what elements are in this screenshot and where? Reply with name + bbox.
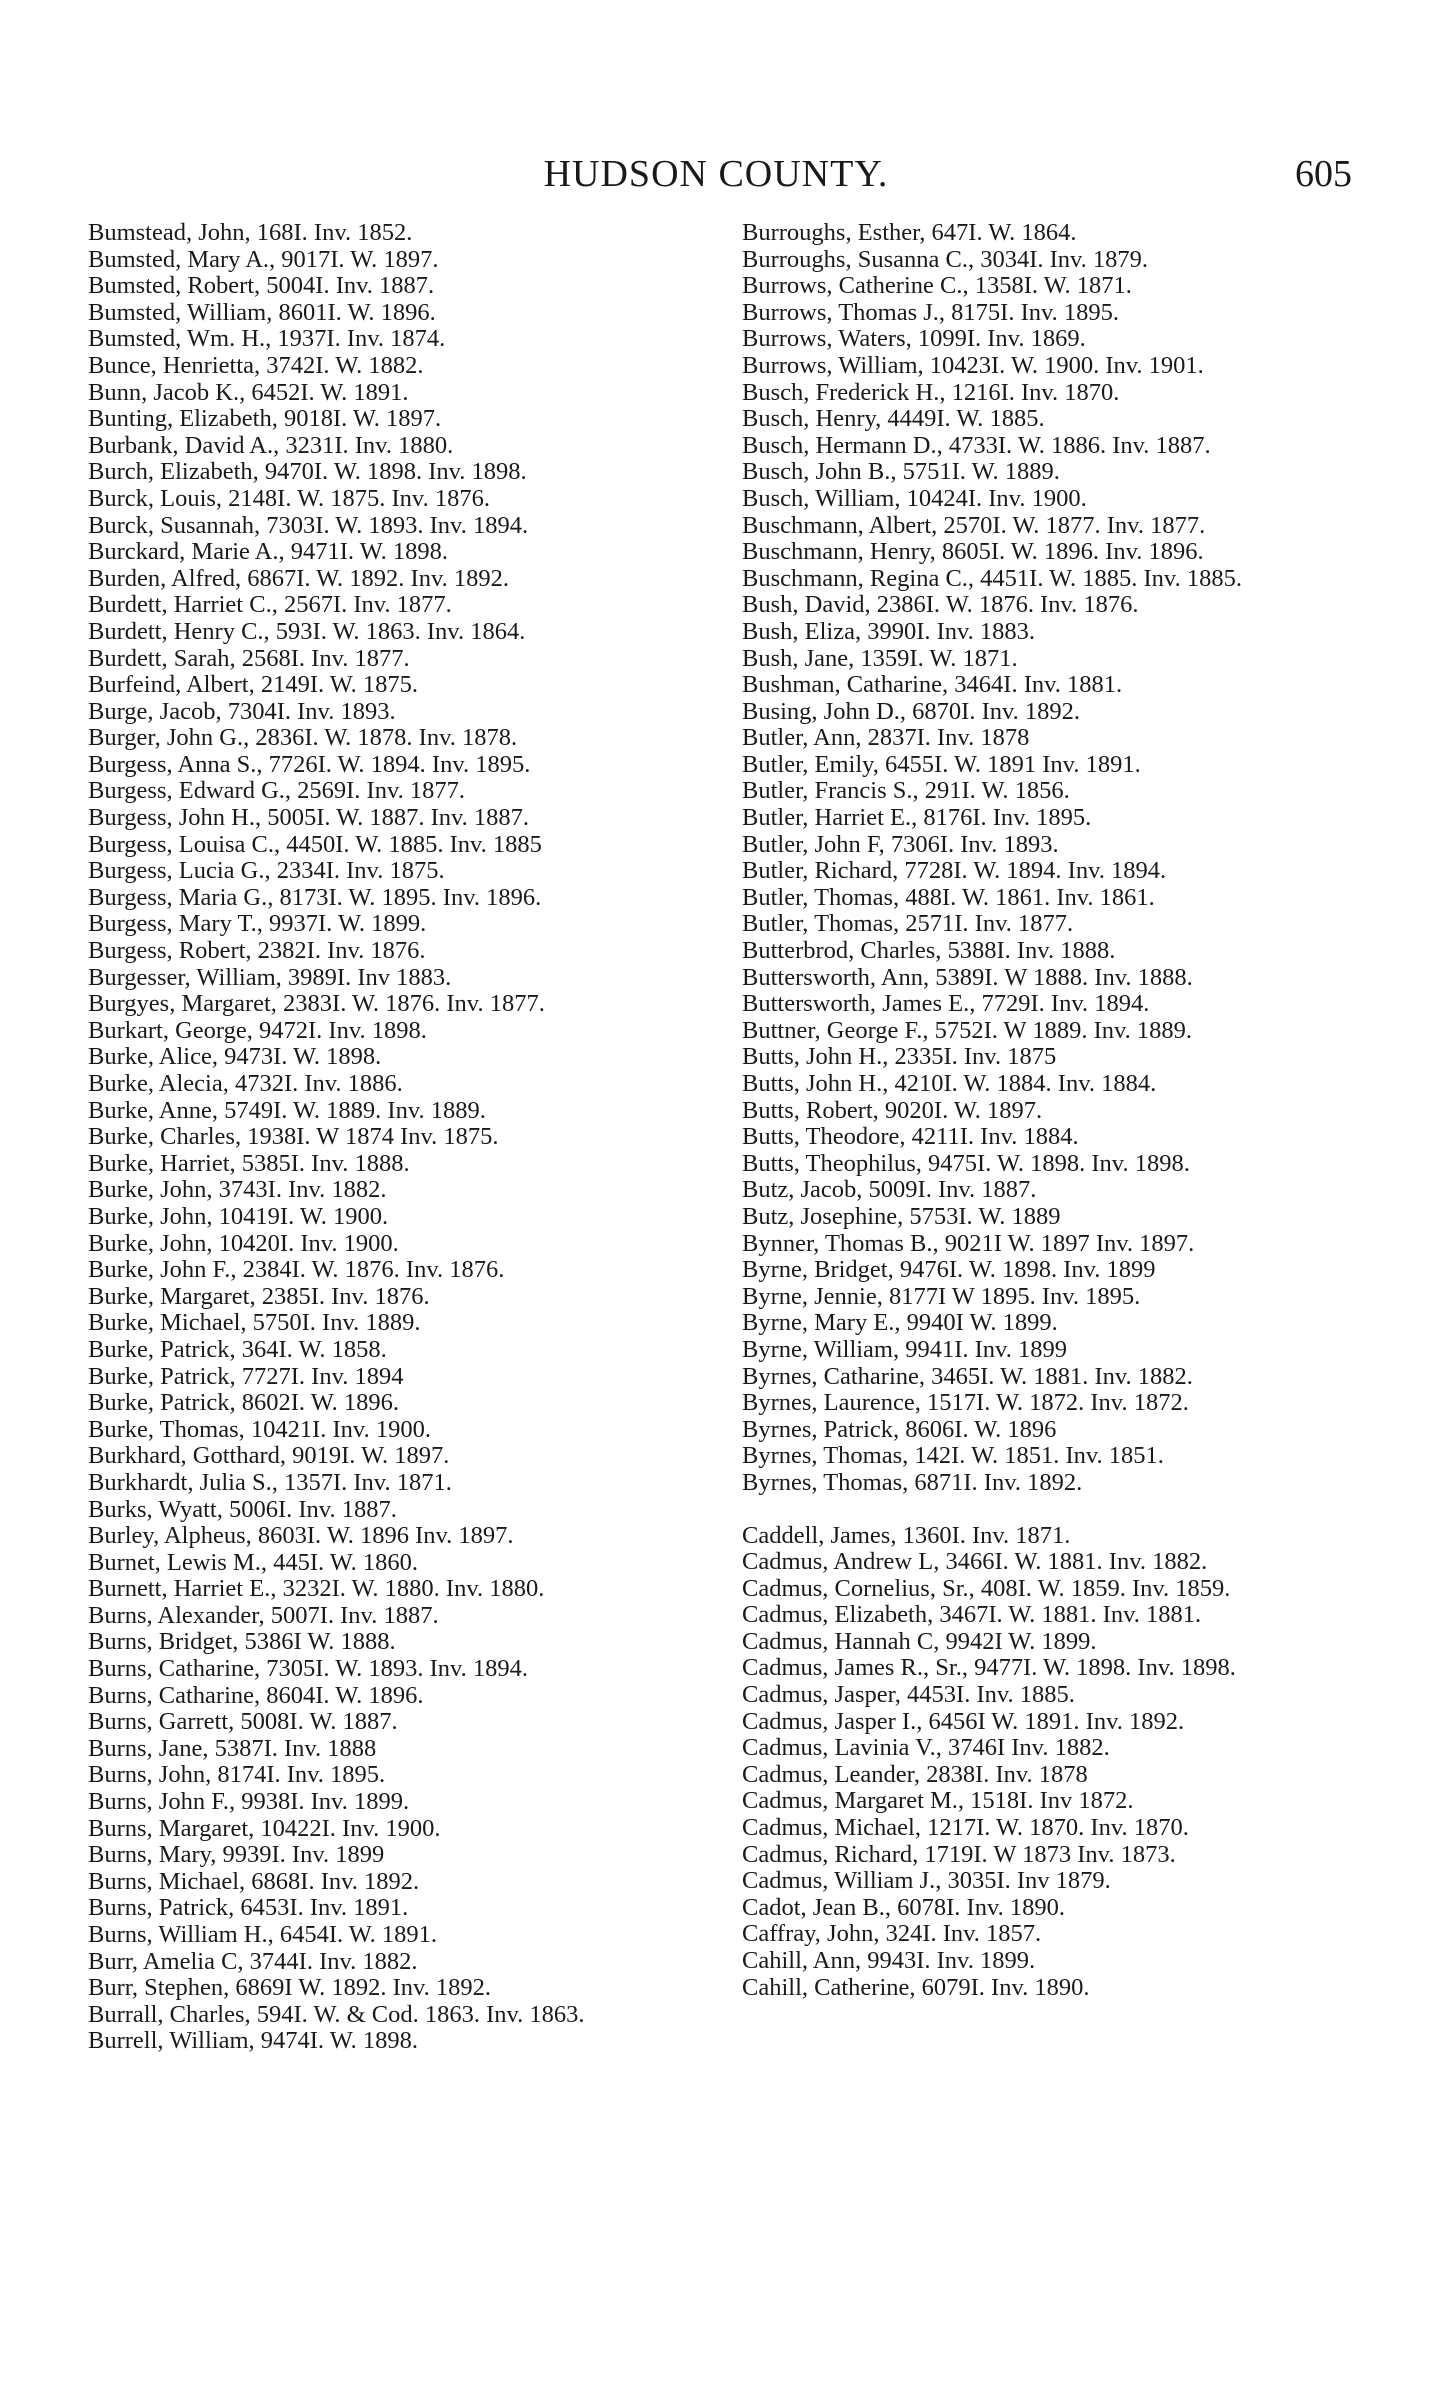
index-entry: Burke, Alecia, 4732I. Inv. 1886. — [88, 1070, 403, 1097]
index-entry: Buttner, George F., 5752I. W 1889. Inv. 1889. — [742, 1016, 1193, 1044]
index-entry: Bynner, Thomas B., 9021I W. 1897 Inv. 1897. — [742, 1229, 1195, 1257]
index-entry: Burns, Jane, 5387I. Inv. 1888 — [88, 1734, 377, 1762]
index-entry: Cadot, Jean B., 6078I. Inv. 1890. — [742, 1893, 1065, 1921]
index-entry: Burley, Alpheus, 8603I. W. 1896 Inv. 1897. — [88, 1522, 514, 1550]
index-entry: Burns, Patrick, 6453I. Inv. 1891. — [88, 1894, 409, 1922]
left-column — [88, 220, 713, 2055]
index-entry: Cadmus, James R., Sr., 9477I. W. 1898. Inv. 1898. — [742, 1654, 1236, 1682]
index-entry: Burbank, David A., 3231I. Inv. 1880. — [88, 431, 454, 459]
index-entry: Cahill, Catherine, 6079I. Inv. 1890. — [742, 1973, 1090, 2001]
index-entry: Butler, Thomas, 488I. W. 1861. Inv. 1861. — [742, 883, 1155, 911]
index-entry: Butts, John H., 2335I. Inv. 1875 — [742, 1043, 1057, 1071]
index-entry: Byrnes, Thomas, 6871I. Inv. 1892. — [742, 1468, 1083, 1496]
index-entry: Butler, Emily, 6455I. W. 1891 Inv. 1891. — [742, 750, 1141, 778]
index-entry: Burfeind, Albert, 2149I. W. 1875. — [88, 671, 419, 699]
index-entry: Burke, Anne, 5749I. W. 1889. Inv. 1889. — [88, 1096, 486, 1124]
index-entry: Bumsted, Robert, 5004I. Inv. 1887. — [88, 272, 435, 300]
index-entry: Bunting, Elizabeth, 9018I. W. 1897. — [88, 405, 442, 433]
index-entry: Burke, Patrick, 8602I. W. 1896. — [88, 1389, 399, 1417]
index-entry: Burrell, William, 9474I. W. 1898. — [88, 2027, 418, 2055]
index-entry: Burge, Jacob, 7304I. Inv. 1893. — [88, 697, 396, 725]
index-entry: Busch, Frederick H., 1216I. Inv. 1870. — [742, 378, 1120, 406]
index-entry: Byrnes, Laurence, 1517I. W. 1872. Inv. 1872. — [742, 1389, 1189, 1417]
right-column-b-section — [742, 220, 1357, 1497]
index-entry: Cadmus, Jasper I., 6456I W. 1891. Inv. 1892. — [742, 1707, 1185, 1735]
index-entry: Burns, Mary, 9939I. Inv. 1899 — [88, 1841, 385, 1869]
index-entry: Cadmus, Margaret M., 1518I. Inv 1872. — [742, 1787, 1134, 1815]
index-entry: Burgyes, Margaret, 2383I. W. 1876. Inv. 1877. — [88, 990, 545, 1018]
page-number: 605 — [1295, 153, 1352, 195]
index-entry: Buttersworth, James E., 7729I. Inv. 1894. — [742, 990, 1150, 1018]
index-entry: Burdett, Sarah, 2568I. Inv. 1877. — [88, 644, 410, 672]
index-entry: Burke, Harriet, 5385I. Inv. 1888. — [88, 1149, 410, 1177]
index-entry: Cadmus, Elizabeth, 3467I. W. 1881. Inv. 1881. — [742, 1601, 1202, 1629]
index-entry: Busch, John B., 5751I. W. 1889. — [742, 458, 1060, 486]
index-entry: Butts, Theodore, 4211I. Inv. 1884. — [742, 1123, 1079, 1151]
index-entry: Cadmus, William J., 3035I. Inv 1879. — [742, 1867, 1111, 1895]
index-entry: Butterbrod, Charles, 5388I. Inv. 1888. — [742, 937, 1116, 965]
index-entry: Byrnes, Catharine, 3465I. W. 1881. Inv. 1882. — [742, 1362, 1193, 1390]
index-entry: Buschmann, Albert, 2570I. W. 1877. Inv. 1877. — [742, 511, 1206, 539]
index-entry: Burrows, William, 10423I. W. 1900. Inv. 1901. — [742, 351, 1204, 379]
index-entry: Butler, Thomas, 2571I. Inv. 1877. — [742, 910, 1074, 938]
index-entry: Burns, Bridget, 5386I W. 1888. — [88, 1628, 396, 1656]
index-entry: Busch, William, 10424I. Inv. 1900. — [742, 484, 1087, 512]
index-entry: Burgess, Mary T., 9937I. W. 1899. — [88, 910, 427, 938]
index-entry: Byrne, Bridget, 9476I. W. 1898. Inv. 1899 — [742, 1256, 1156, 1284]
index-entry: Bumstead, John, 168I. Inv. 1852. — [88, 219, 413, 246]
index-entry: Burns, John, 8174I. Inv. 1895. — [88, 1761, 386, 1789]
index-entry: Burgess, Edward G., 2569I. Inv. 1877. — [88, 777, 465, 805]
index-entry: Byrne, Jennie, 8177I W 1895. Inv. 1895. — [742, 1282, 1141, 1310]
index-entry: Bunce, Henrietta, 3742I. W. 1882. — [88, 351, 424, 379]
index-entry: Bumsted, Mary A., 9017I. W. 1897. — [88, 245, 439, 273]
index-entry: Burgess, Anna S., 7726I. W. 1894. Inv. 1895. — [88, 750, 531, 778]
index-entry: Burgess, John H., 5005I. W. 1887. Inv. 1887. — [88, 804, 530, 832]
index-entry: Butler, Richard, 7728I. W. 1894. Inv. 1894. — [742, 857, 1167, 885]
index-entry: Butts, Robert, 9020I. W. 1897. — [742, 1096, 1043, 1124]
index-entry: Burgess, Louisa C., 4450I. W. 1885. Inv. 1885 — [88, 830, 542, 858]
index-entry: Bushman, Catharine, 3464I. Inv. 1881. — [742, 671, 1123, 699]
index-entry: Busch, Hermann D., 4733I. W. 1886. Inv. 1887. — [742, 431, 1211, 459]
index-entry: Cahill, Ann, 9943I. Inv. 1899. — [742, 1947, 1036, 1974]
index-entry: Burrows, Waters, 1099I. Inv. 1869. — [742, 325, 1086, 353]
index-entry: Bush, David, 2386I. W. 1876. Inv. 1876. — [742, 591, 1139, 619]
index-entry: Burkart, George, 9472I. Inv. 1898. — [88, 1016, 427, 1044]
index-entry: Butts, John H., 4210I. W. 1884. Inv. 1884. — [742, 1070, 1157, 1097]
index-entry: Butler, Francis S., 291I. W. 1856. — [742, 777, 1070, 805]
index-entry: Bumsted, William, 8601I. W. 1896. — [88, 298, 436, 326]
index-entry: Burns, John F., 9938I. Inv. 1899. — [88, 1788, 410, 1816]
index-entry: Burroughs, Esther, 647I. W. 1864. — [742, 219, 1077, 246]
index-entry: Burke, Alice, 9473I. W. 1898. — [88, 1043, 382, 1071]
index-entry: Caddell, James, 1360I. Inv. 1871. — [742, 1521, 1071, 1549]
index-entry: Burckard, Marie A., 9471I. W. 1898. — [88, 538, 448, 566]
right-column — [742, 220, 1357, 2001]
index-entry: Busch, Henry, 4449I. W. 1885. — [742, 405, 1045, 433]
index-entry: Burkhard, Gotthard, 9019I. W. 1897. — [88, 1442, 450, 1470]
index-entry: Cadmus, Leander, 2838I. Inv. 1878 — [742, 1760, 1088, 1788]
index-entry: Cadmus, Andrew L, 3466I. W. 1881. Inv. 1882. — [742, 1548, 1208, 1576]
right-column-c-section — [742, 1523, 1357, 2002]
index-entry: Burke, John F., 2384I. W. 1876. Inv. 1876. — [88, 1256, 505, 1284]
index-entry: Butler, Harriet E., 8176I. Inv. 1895. — [742, 804, 1092, 832]
index-entry: Cadmus, Hannah C, 9942I W. 1899. — [742, 1627, 1097, 1655]
index-entry: Byrnes, Thomas, 142I. W. 1851. Inv. 1851. — [742, 1442, 1164, 1470]
index-entry: Burgesser, William, 3989I. Inv 1883. — [88, 963, 452, 991]
index-entry: Burke, Patrick, 364I. W. 1858. — [88, 1335, 387, 1363]
index-entry: Cadmus, Lavinia V., 3746I Inv. 1882. — [742, 1734, 1110, 1762]
index-entry: Cadmus, Michael, 1217I. W. 1870. Inv. 1870. — [742, 1814, 1189, 1842]
index-entry: Butler, John F, 7306I. Inv. 1893. — [742, 830, 1059, 858]
index-entry: Burke, Patrick, 7727I. Inv. 1894 — [88, 1362, 404, 1390]
index-entry: Burns, Catharine, 7305I. W. 1893. Inv. 1894. — [88, 1655, 529, 1683]
index-entry: Burns, Alexander, 5007I. Inv. 1887. — [88, 1601, 439, 1629]
index-entry: Bunn, Jacob K., 6452I. W. 1891. — [88, 378, 409, 406]
index-entry: Burck, Susannah, 7303I. W. 1893. Inv. 1894. — [88, 511, 529, 539]
index-entry: Burgess, Maria G., 8173I. W. 1895. Inv. 1896. — [88, 883, 542, 911]
index-entry: Byrnes, Patrick, 8606I. W. 1896 — [742, 1415, 1057, 1443]
index-entry: Burger, John G., 2836I. W. 1878. Inv. 1878. — [88, 724, 518, 752]
index-entry: Burns, Margaret, 10422I. Inv. 1900. — [88, 1814, 441, 1842]
index-entry: Burke, John, 3743I. Inv. 1882. — [88, 1176, 387, 1204]
index-entry: Busing, John D., 6870I. Inv. 1892. — [742, 697, 1081, 725]
index-entry: Burns, Catharine, 8604I. W. 1896. — [88, 1681, 424, 1709]
index-entry: Burck, Louis, 2148I. W. 1875. Inv. 1876. — [88, 484, 490, 512]
index-entry: Burr, Amelia C, 3744I. Inv. 1882. — [88, 1947, 418, 1975]
index-entry: Burke, John, 10419I. W. 1900. — [88, 1202, 389, 1230]
index-entry: Burnett, Harriet E., 3232I. W. 1880. Inv. 1880. — [88, 1575, 545, 1603]
index-entry: Cadmus, Richard, 1719I. W 1873 Inv. 1873. — [742, 1840, 1176, 1868]
index-entry: Buschmann, Henry, 8605I. W. 1896. Inv. 1896. — [742, 538, 1204, 566]
index-entry: Burke, Michael, 5750I. Inv. 1889. — [88, 1309, 421, 1337]
index-entry: Cadmus, Jasper, 4453I. Inv. 1885. — [742, 1681, 1075, 1709]
page-header — [0, 152, 1432, 202]
index-entry: Butler, Ann, 2837I. Inv. 1878 — [742, 724, 1030, 752]
index-entry: Burke, Margaret, 2385I. Inv. 1876. — [88, 1282, 430, 1310]
index-entry: Byrne, Mary E., 9940I W. 1899. — [742, 1309, 1058, 1337]
index-entry: Burdett, Henry C., 593I. W. 1863. Inv. 1864. — [88, 617, 526, 645]
index-entry: Buschmann, Regina C., 4451I. W. 1885. Inv. 1885. — [742, 564, 1242, 592]
index-entry: Burns, William H., 6454I. W. 1891. — [88, 1921, 438, 1948]
index-entry: Burks, Wyatt, 5006I. Inv. 1887. — [88, 1495, 397, 1523]
page-title: HUDSON COUNTY. — [543, 153, 889, 195]
index-entry: Butz, Jacob, 5009I. Inv. 1887. — [742, 1176, 1037, 1204]
index-entry: Burch, Elizabeth, 9470I. W. 1898. Inv. 1898. — [88, 458, 527, 486]
index-entry: Burr, Stephen, 6869I W. 1892. Inv. 1892. — [88, 1974, 492, 2002]
index-entry: Burke, John, 10420I. Inv. 1900. — [88, 1229, 399, 1257]
index-entry: Burns, Garrett, 5008I. W. 1887. — [88, 1708, 398, 1736]
index-entry: Burns, Michael, 6868I. Inv. 1892. — [88, 1867, 420, 1895]
section-gap — [742, 1497, 1357, 1523]
index-entry: Burrows, Catherine C., 1358I. W. 1871. — [742, 272, 1132, 300]
index-entry: Burdett, Harriet C., 2567I. Inv. 1877. — [88, 591, 452, 619]
index-entry: Burnet, Lewis M., 445I. W. 1860. — [88, 1548, 419, 1576]
index-entry: Bush, Jane, 1359I. W. 1871. — [742, 644, 1018, 672]
index-entry: Burke, Charles, 1938I. W 1874 Inv. 1875. — [88, 1123, 499, 1151]
index-entry: Byrne, William, 9941I. Inv. 1899 — [742, 1335, 1067, 1363]
index-entry: Burgess, Lucia G., 2334I. Inv. 1875. — [88, 857, 445, 885]
index-entry: Burroughs, Susanna C., 3034I. Inv. 1879. — [742, 245, 1149, 273]
index-entry: Buttersworth, Ann, 5389I. W 1888. Inv. 1888. — [742, 963, 1193, 991]
index-entry: Burrows, Thomas J., 8175I. Inv. 1895. — [742, 298, 1120, 326]
index-entry: Bush, Eliza, 3990I. Inv. 1883. — [742, 617, 1036, 645]
index-entry: Caffray, John, 324I. Inv. 1857. — [742, 1920, 1042, 1948]
index-entry: Burgess, Robert, 2382I. Inv. 1876. — [88, 937, 426, 965]
index-entry: Bumsted, Wm. H., 1937I. Inv. 1874. — [88, 325, 446, 353]
index-entry: Cadmus, Cornelius, Sr., 408I. W. 1859. Inv. 1859. — [742, 1574, 1231, 1602]
index-entry: Butz, Josephine, 5753I. W. 1889 — [742, 1202, 1061, 1230]
index-entry: Burkhardt, Julia S., 1357I. Inv. 1871. — [88, 1468, 452, 1496]
index-entry: Butts, Theophilus, 9475I. W. 1898. Inv. 1898. — [742, 1149, 1190, 1177]
index-entry: Burden, Alfred, 6867I. W. 1892. Inv. 1892. — [88, 564, 509, 592]
index-entry: Burrall, Charles, 594I. W. & Cod. 1863. Inv. 1863. — [88, 2000, 585, 2028]
index-entry: Burke, Thomas, 10421I. Inv. 1900. — [88, 1415, 431, 1443]
